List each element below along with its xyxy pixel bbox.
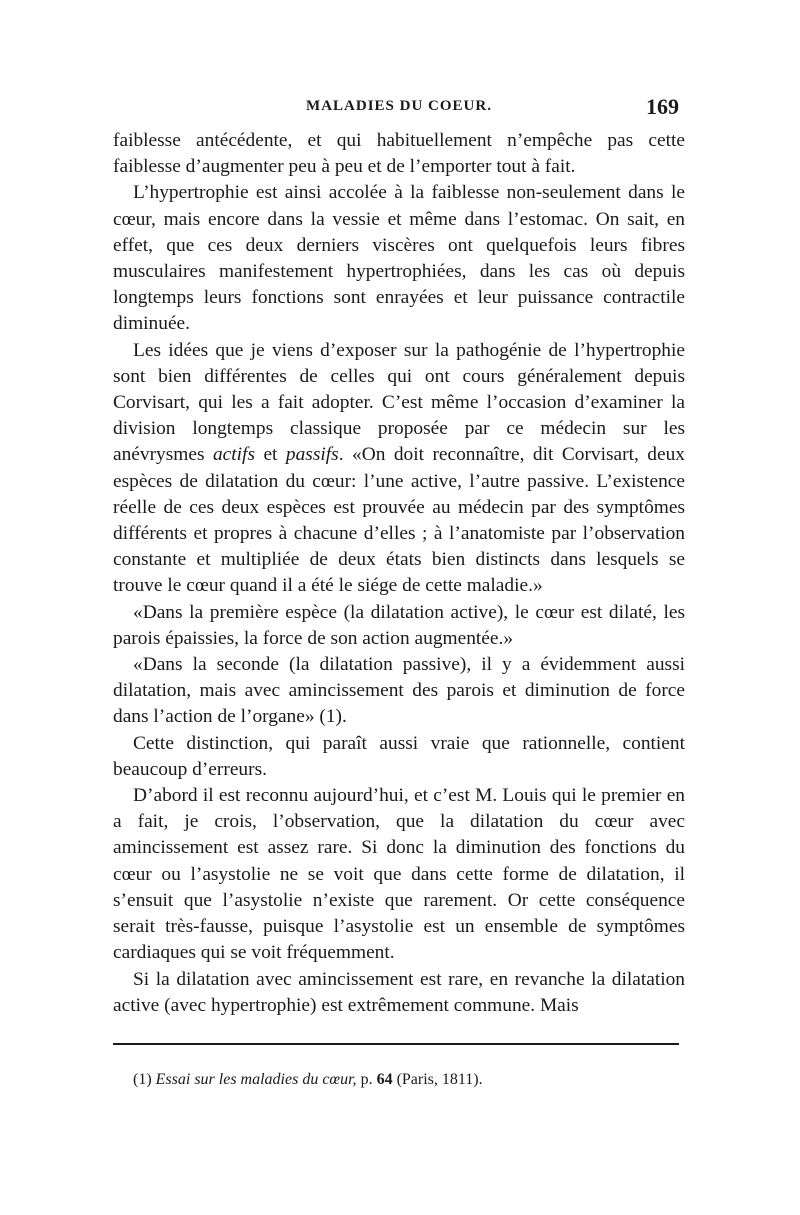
running-title: MALADIES DU COEUR. bbox=[306, 98, 492, 114]
italic-term: passifs bbox=[285, 444, 339, 466]
footnote bbox=[113, 1069, 685, 1091]
page-number: 169 bbox=[646, 94, 679, 119]
body-text bbox=[113, 128, 685, 1019]
footnote-place: (Paris, 1811). bbox=[392, 1070, 483, 1088]
italic-term: actifs bbox=[212, 444, 255, 466]
paragraph-quote: «Dans la première espèce (la dilatation active), le cœur est dilaté, les parois épaissies, la force de son action augmentée.» bbox=[113, 601, 685, 649]
footnote-rule bbox=[113, 1043, 679, 1045]
book-page bbox=[113, 94, 685, 1091]
paragraph-text: . «On doit reconnaître, dit Corvisart, deux espèces de dilatation du cœur: l’une active, l’autre passive. L’existence réelle de ces deux espèces est prouvée au médecin par des symptômes différents et propres à chacune d’elles ; à l’anatomiste par l’observation constante et multipliée de deux états bien distincts dans lesquels se trouve le cœur quand il a été le siége de cette maladie.» bbox=[113, 444, 685, 597]
paragraph: Cette distinction, qui paraît aussi vraie que rationnelle, contient beaucoup d’erreurs. bbox=[113, 732, 685, 780]
paragraph-text: et bbox=[255, 444, 286, 466]
footnote-title: Essai sur les maladies du cœur, bbox=[155, 1070, 357, 1088]
footnote-marker: (1) bbox=[133, 1070, 152, 1088]
footnote-page-number: 64 bbox=[376, 1070, 393, 1088]
paragraph: L’hypertrophie est ainsi accolée à la faiblesse non-seulement dans le cœur, mais encore dans la vessie et même dans l’estomac. On sait, en effet, que ces deux derniers viscères ont quelquefois leurs fibres musculaires manifestement hypertrophiées, dans les cas où depuis longtemps leurs fonctions sont enrayées et leur puissance contractile diminuée. bbox=[113, 182, 685, 335]
footnote-page: p. bbox=[356, 1070, 377, 1088]
paragraph-quote: «Dans la seconde (la dilatation passive), il y a évidemment aussi dilatation, mais avec amincissement des parois et diminution de force dans l’action de l’organe» (1). bbox=[113, 654, 685, 728]
paragraph-corvisart bbox=[113, 338, 685, 600]
paragraph-text: Les idées que je viens d’exposer sur la pathogénie de l’hypertrophie sont bien différentes de celles qui ont cours généralement depuis Corvisart, qui les a fait adopter. C’est même l’occasion d’examiner la division longtemps classique proposée par ce médecin sur les anévrysmes bbox=[113, 339, 685, 466]
paragraph: Si la dilatation avec amincissement est rare, en revanche la dilatation active (avec hypertrophie) est extrêmement commune. Mais bbox=[113, 968, 685, 1016]
running-head bbox=[113, 94, 685, 128]
paragraph-continuation: faiblesse antécédente, et qui habituellement n’empêche pas cette faiblesse d’augmenter peu à peu et de l’emporter tout à fait. bbox=[113, 130, 685, 178]
paragraph: D’abord il est reconnu aujourd’hui, et c’est M. Louis qui le premier en a fait, je crois, l’observation, que la dilatation du cœur avec amincissement est assez rare. Si donc la diminution des fonctions du cœur ou l’asystolie ne se voit que dans cette forme de dilatation, il s’ensuit que l’asystolie n’existe que rarement. Or cette conséquence serait très-fausse, puisque l’asystolie est un ensemble de symptômes cardiaques qui se voit fréquemment. bbox=[113, 785, 685, 964]
